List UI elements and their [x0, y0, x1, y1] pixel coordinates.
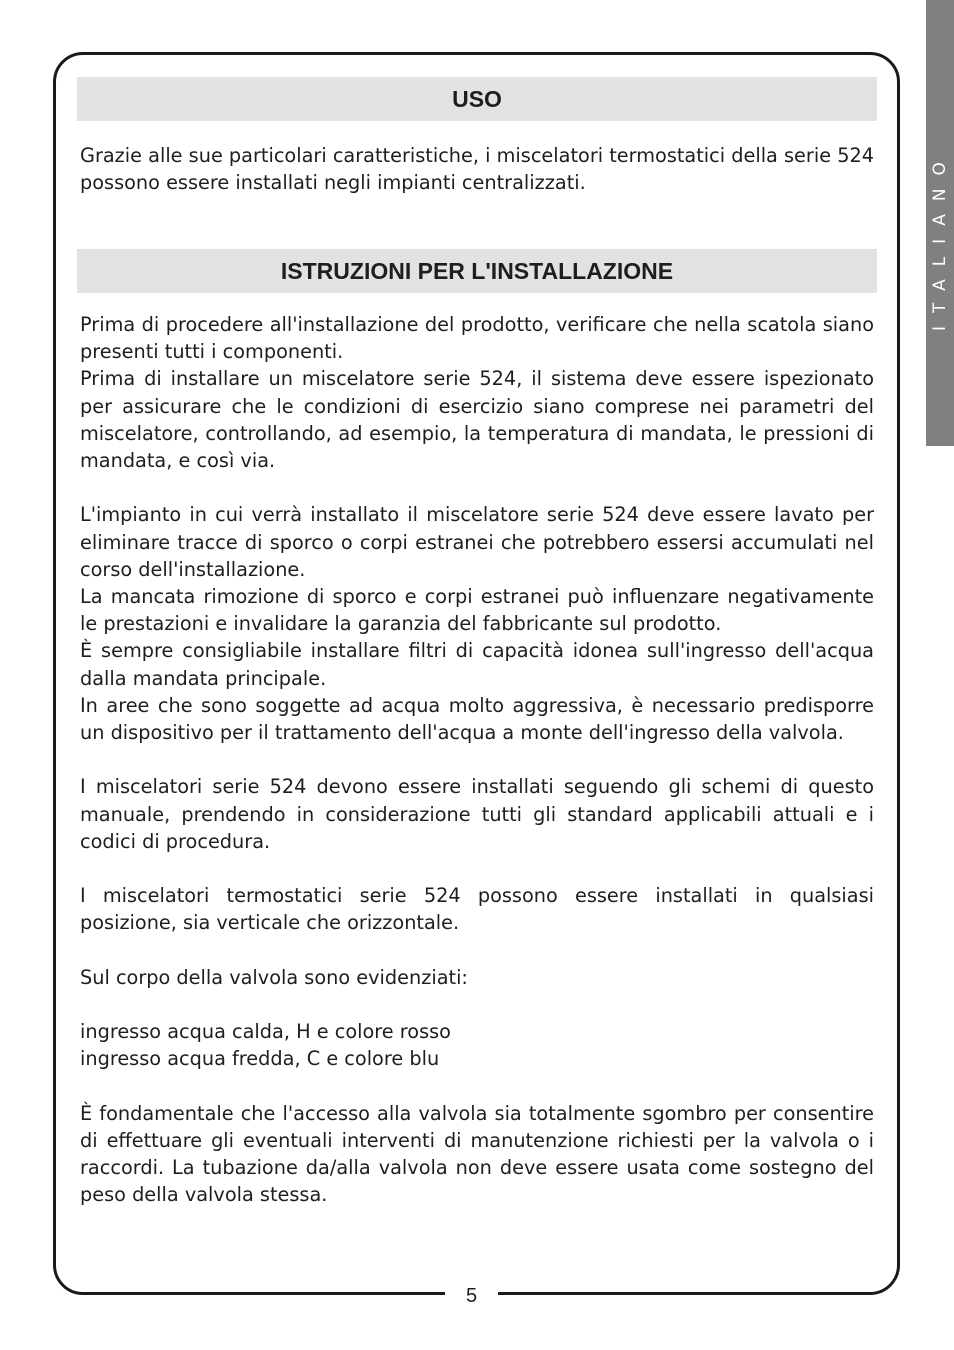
page-number: 5 — [465, 1285, 478, 1307]
section-body-installazione — [80, 311, 874, 1209]
section-heading-uso: USO — [77, 77, 877, 121]
paragraph: I miscelatori termostatici serie 524 possono essere installati in qualsiasi posizione, sia verticale che orizzontale. — [80, 884, 874, 935]
paragraph: La mancata rimozione di sporco e corpi estranei può influenzare negativamente le prestazioni e invalidare la garanzia del fabbricante sul prodotto. — [80, 585, 874, 636]
paragraph: Sul corpo della valvola sono evidenziati: — [80, 965, 468, 989]
list-item: ingresso acqua calda, H e colore rosso — [80, 1020, 451, 1044]
list-item: ingresso acqua fredda, C e colore blu — [80, 1047, 440, 1071]
paragraph: I miscelatori serie 524 devono essere installati seguendo gli schemi di questo manuale, prendendo in considerazione tutti gli standard applicabili attuali e i codici di procedura. — [80, 775, 874, 853]
section-heading-installazione: ISTRUZIONI PER L'INSTALLAZIONE — [77, 249, 877, 293]
language-side-tab-label: ITALIANO — [930, 149, 950, 331]
paragraph: In aree che sono soggette ad acqua molto aggressiva, è necessario predisporre un dispositivo per il trattamento dell'acqua a monte dell'ingresso della valvola. — [80, 693, 874, 745]
paragraph: Grazie alle sue particolari caratteristiche, i miscelatori termostatici della serie 524 possono essere installati negli impianti centralizzati. — [80, 144, 874, 195]
paragraph: L'impianto in cui verrà installato il miscelatore serie 524 deve essere lavato per eliminare tracce di sporco o corpi estranei che potrebbero essersi accumulati nel corso dell'installazione. — [80, 503, 874, 581]
paragraph: Prima di installare un miscelatore serie 524, il sistema deve essere ispezionato per assicurare che le condizioni di esercizio siano comprese nei parametri del miscelatore, controllando, ad esempio, la temperatura di mandata, le pressioni di mandata, e così via. — [80, 367, 874, 473]
paragraph: È fondamentale che l'accesso alla valvola sia totalmente sgombro per consentire di effettuare gli eventuali interventi di manutenzione richiesti per la valvola o i raccordi. La tubazione da/alla valvola non deve essere usata come sostegno del peso della valvola stessa. — [80, 1101, 874, 1207]
paragraph: Prima di procedere all'installazione del prodotto, verificare che nella scatola siano presenti tutti i componenti. — [80, 313, 874, 364]
section-body-uso — [80, 142, 874, 196]
paragraph: È sempre consigliabile installare filtri di capacità idonea sull'ingresso dell'acqua dalla mandata principale. — [80, 639, 874, 690]
